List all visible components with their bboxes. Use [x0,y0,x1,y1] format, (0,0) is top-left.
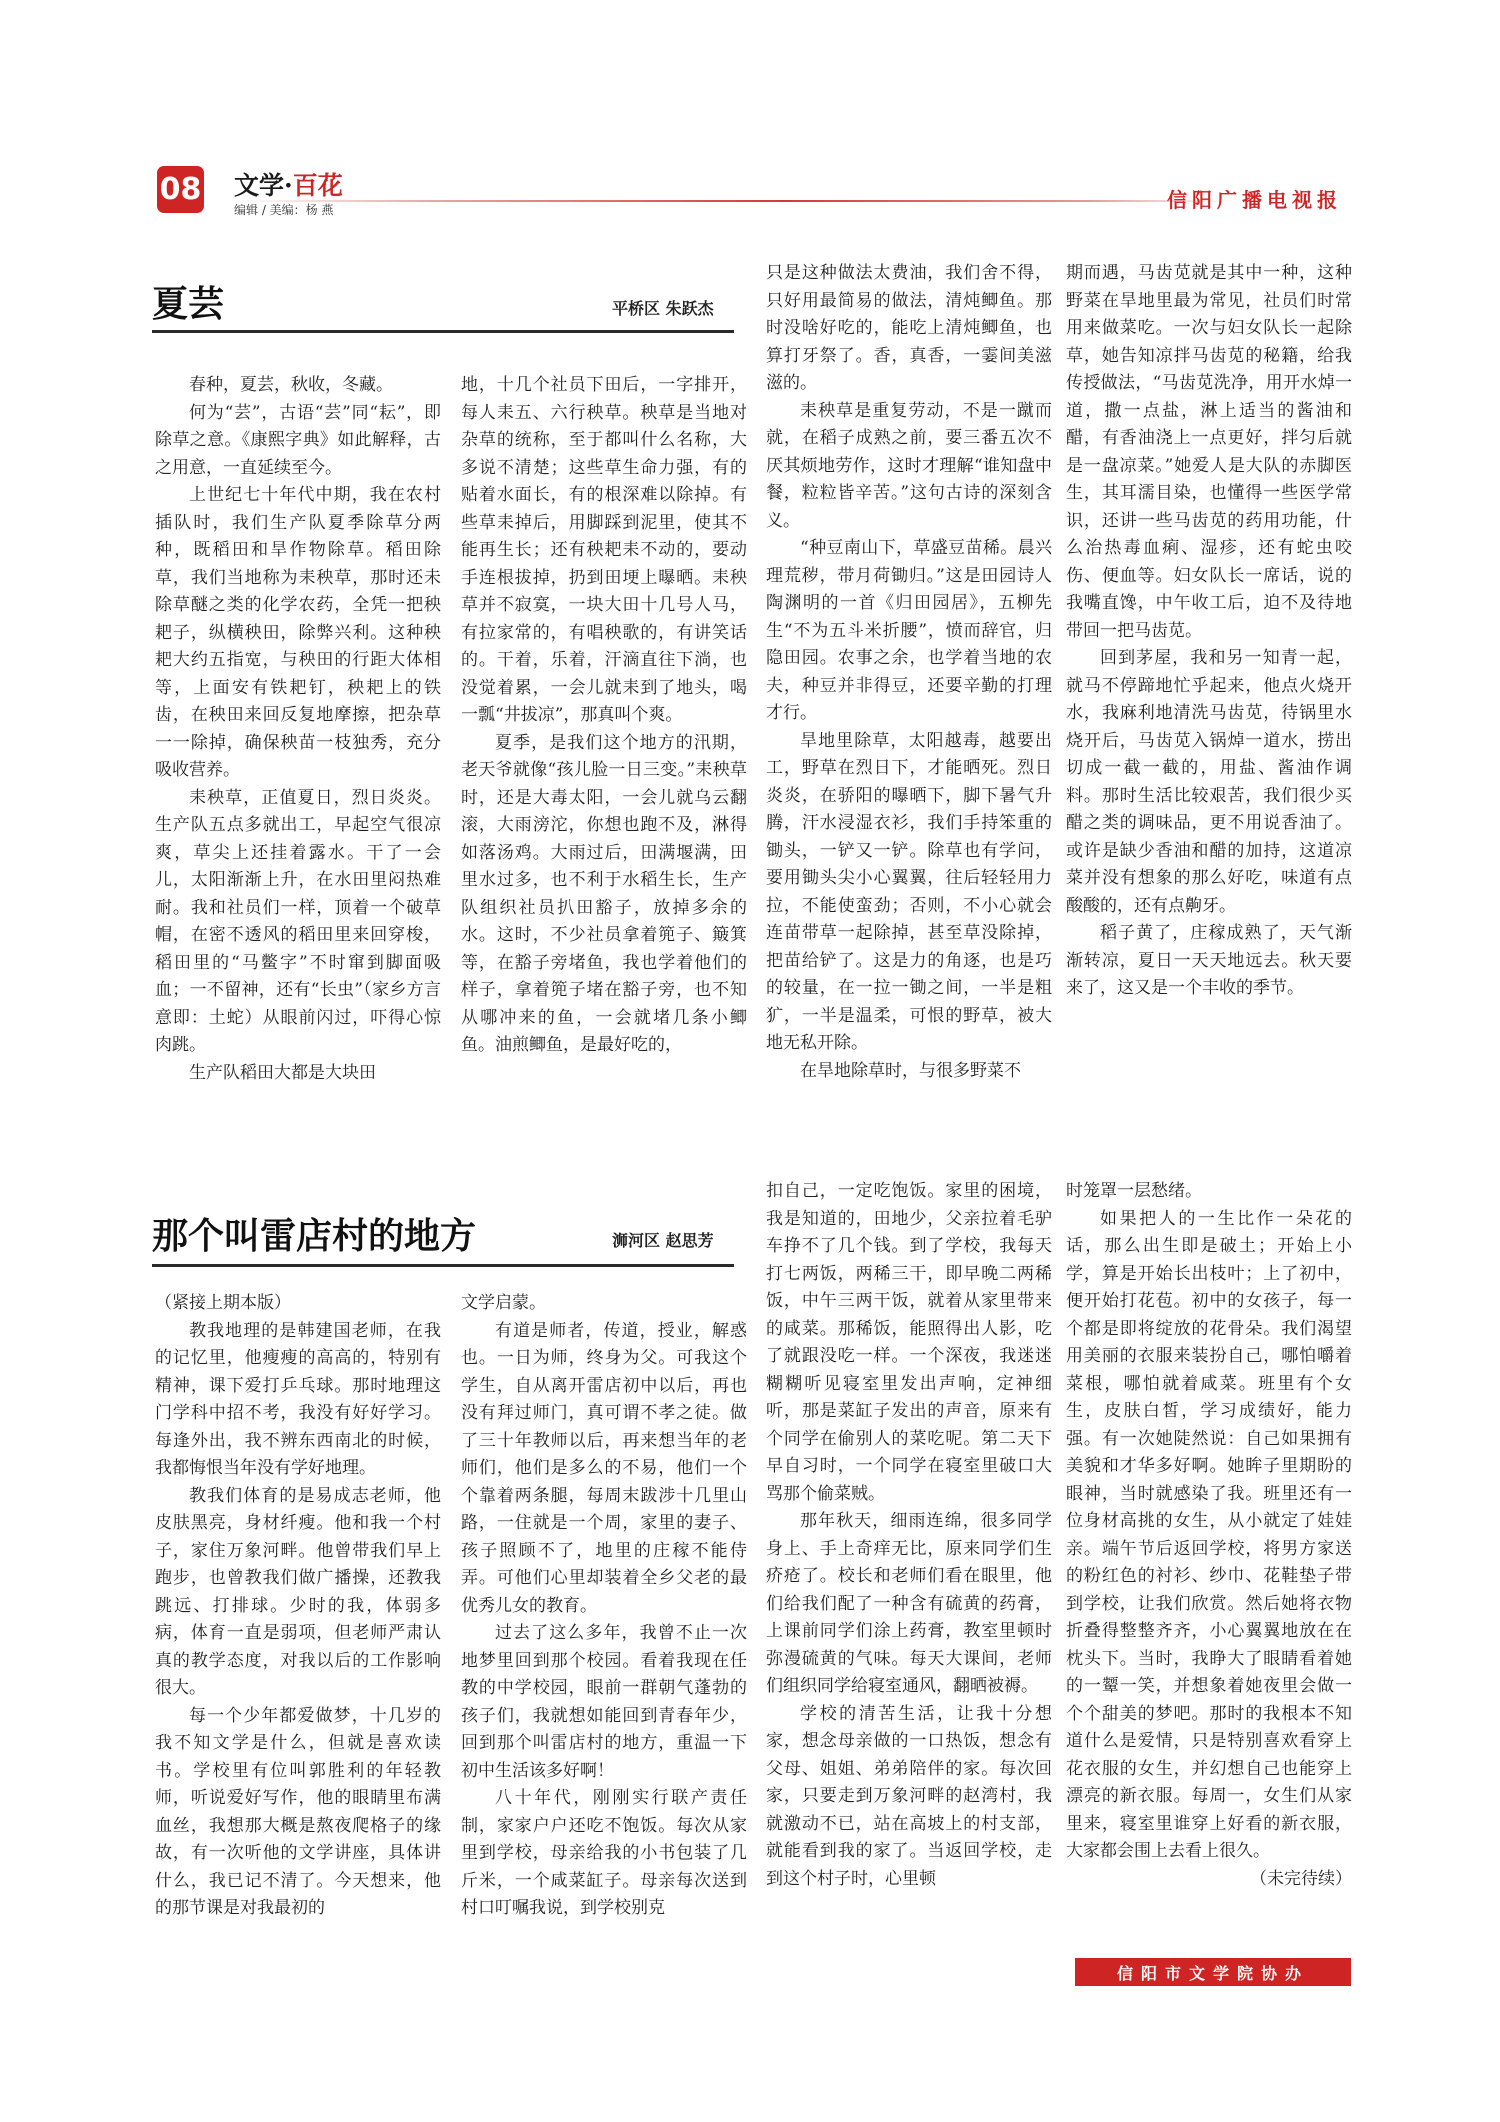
article2-col-3 [766,1178,1052,1948]
masthead [150,162,1350,222]
paragraph: 如果把人的一生比作一朵花的话，那么出生即是破土；开始上小学，算是开始长出枝叶；上了初中，便开始打花苞。初中的女孩子，每一个都是即将绽放的花骨朵。我们渴望用美丽的衣服来装扮自己，哪怕嚼着菜根，哪怕就着咸菜。班里有个女生，皮肤白皙，学习成绩好，能力强。有一次她陡然说：自己如果拥有美貌和才华多好啊。她眸子里期盼的眼神，当时就感染了我。班里还有一位身材高挑的女生，从小就定了娃娃亲。端午节后返回学校，将男方家送的粉红色的衬衫、纱巾、花鞋垫子带到学校，让我们欣赏。然后她将衣物折叠得整整齐齐，小心翼翼地放在在枕头下。当时，我睁大了眼睛看着她的一颦一笑，并想象着她夜里会做一个个甜美的梦吧。那时的我根本不知道什么是爱情，只是特别喜欢看穿上花衣服的女生，并幻想自己也能穿上漂亮的新衣服。每周一，女生们从家里来，寝室里谁穿上好看的新衣服，大家都会围上去看上很久。 [1066,1208,1352,1861]
article2-rule [152,1264,734,1267]
paragraph: 文学启蒙。 [461,1293,546,1313]
paragraph: 生产队稻田大都是大块田 [189,1062,376,1083]
article1-title: 夏芸 [152,283,225,325]
paragraph: 春种，夏芸，秋收，冬藏。 [189,375,393,395]
paragraph: 只是这种做法太费油，我们舍不得，只好用最简易的做法，清炖鲫鱼。那时没啥好吃的，能吃上清炖鲫鱼，也算打牙祭了。香，真香，一霎间美滋滋的。 [766,263,1052,393]
paragraph: 夏季，是我们这个地方的汛期，老天爷就像“孩儿脸一日三变。”耒秧草时，还是大毒太阳，一会儿就乌云翻滚，大雨滂沱，你想也跑不及，淋得如落汤鸡。大雨过后，田满堰满，田里水过多，也不利于水稻生长，生产队组织社员扒田豁子，放掉多余的水。这时，不少社员拿着篼子、簸箕等，在豁子旁堵鱼，我也学着他们的样子，拿着篼子堵在豁子旁，也不知从哪冲来的鱼，一会就堵几条小鲫鱼。油煎鲫鱼，是最好吃的， [461,732,747,1055]
paragraph: 在旱地除草时，与很多野菜不 [800,1060,1021,1081]
article1-col-3 [766,260,1052,1132]
paragraph: 回到茅屋，我和另一知青一起，就马不停蹄地忙乎起来，他点火烧开水，我麻利地清洗马齿苋，待锅里水烧开后，马齿苋入锅焯一道水，捞出切成一截一截的，用盐、酱油作调料。那时生活比较艰苦，我们很少买醋之类的调味品，更不用说香油了。或许是缺少香油和醋的加持，这道凉菜并没有想象的那么好吃，味道有点酸酸的，还有点齁牙。 [1066,648,1352,916]
paragraph: 稻子黄了，庄稼成熟了，天气渐渐转凉，夏日一天天地远去。秋天要来了，这又是一个丰收的季节。 [1066,923,1352,998]
paragraph: 时笼罩一层愁绪。 [1066,1181,1202,1201]
paragraph: 有道是师者，传道，授业，解惑也。一日为师，终身为父。可我这个学生，自从离开雷店初中以后，再也没有拜过师门，真可谓不孝之徒。做了三十年教师以后，再来想当年的老师们，他们是多么的不易，他们一个个靠着两条腿，每周末跋涉十几里山路，一住就是一个周，家里的妻子、孩子照顾不了，地里的庄稼不能侍弄。可他们心里却装着全乡父老的最优秀儿女的教育。 [461,1320,747,1616]
paragraph: 八十年代，刚刚实行联产责任制，家家户户还吃不饱饭。每次从家里到学校，母亲给我的小书包装了几斤米，一个咸菜缸子。母亲每次送到村口叮嘱我说，到学校别克 [461,1788,747,1918]
paragraph: 每一个少年都爱做梦，十几岁的我不知文学是什么，但就是喜欢读书。学校里有位叫郭胜利的年轻教师，听说爱好写作，他的眼睛里布满血丝，我想那大概是熬夜爬格子的缘故，有一次听他的文学讲座，具体讲什么，我已记不清了。今天想来，他的那节课是对我最初的 [155,1705,441,1918]
paragraph: 教我们体育的是易成志老师，他皮肤黑亮，身材纤瘦。他和我一个村子，家住万象河畔。他曾带我们早上跑步，也曾教我们做广播操，还教我跳远、打排球。少时的我，体弱多病，体育一直是弱项，但老师严肃认真的教学态度，对我以后的工作影响很大。 [155,1485,441,1698]
article2-col-4 [1066,1178,1352,1948]
article1-rule [152,330,734,333]
article1-col-4 [1066,260,1352,1132]
paragraph: 耒秧草，正值夏日，烈日炎炎。生产队五点多就出工，早起空气很凉爽，草尖上还挂着露水。干了一会儿，太阳渐渐上升，在水田里闷热难耐。我和社员们一样，顶着一个破草帽，在密不透风的稻田里来回穿梭，稻田里的“马鳖字”不时窜到脚面吸血；一不留神，还有“长虫”（家乡方言意即：土蛇）从眼前闪过，吓得心惊肉跳。 [155,787,441,1055]
paragraph: 地，十几个社员下田后，一字排开，每人耒五、六行秧草。秧草是当地对杂草的统称，至于都叫什么名称，大多说不清楚；这些草生命力强，有的贴着水面长，有的根深难以除掉。有些草耒掉后，用脚踩到泥里，使其不能再生长；还有秧耙耒不动的，要动手连根拔掉，扔到田埂上曝晒。耒秧草并不寂寞，一块大田十几号人马，有拉家常的，有唱秧歌的，有讲笑话的。干着，乐着，汗滴直往下淌，也没觉着累，一会儿就耒到了地头，喝一瓢“井拔凉”，那真叫个爽。 [461,375,747,725]
editor-credit: 编辑 / 美编：杨 燕 [234,203,334,217]
article1-col-1 [155,372,441,1132]
section-title-main: 文学· [234,171,293,200]
page-number: 08 [157,166,204,213]
article1-byline: 平桥区 朱跃杰 [612,299,714,318]
to-be-continued-note: （未完待续） [1250,1868,1352,1889]
paper-name: 信阳广播电视报 [1167,188,1342,212]
paragraph: 扣自己，一定吃饱饭。家里的困境，我是知道的，田地少，父亲拉着毛驴车挣不了几个钱。到了学校，我每天打七两饭，两稀三干，即早晚二两稀饭，中午三两干饭，就着从家里带来的咸菜。那稀饭，能照得出人影，吃了就跟没吃一样。一个深夜，我迷迷糊糊听见寝室里发出声响，定神细听，那是菜缸子发出的声音，原来有个同学在偷别人的菜吃呢。第二天下早自习时，一个同学在寝室里破口大骂那个偷菜贼。 [766,1181,1052,1504]
paragraph: “种豆南山下，草盛豆苗稀。晨兴理荒秽，带月荷锄归。”这是田园诗人陶渊明的一首《归田园居》，五柳先生“不为五斗米折腰”，愤而辞官，归隐田园。农事之余，也学着当地的农夫，种豆并非得豆，还要辛勤的打理才行。 [766,538,1052,723]
masthead-divider [234,200,1234,202]
article1-col-2 [461,372,747,1132]
section-title [234,166,343,202]
paragraph: 何为“芸”，古语“芸”同“耘”，即除草之意。《康熙字典》如此解释，古之用意，一直延续至今。 [155,402,441,478]
paragraph: 学校的清苦生活，让我十分想家，想念母亲做的一口热饭，想念有父母、姐姐、弟弟陪伴的家。每次回家，只要走到万象河畔的赵湾村，我就激动不已，站在高坡上的村支部，就能看到我的家了。当返回学校，走到这个村子时，心里顿 [766,1703,1052,1889]
paragraph: 期而遇，马齿苋就是其中一种，这种野菜在旱地里最为常见，社员们时常用来做菜吃。一次与妇女队长一起除草，她告知凉拌马齿苋的秘籍，给我传授做法，“马齿苋洗净，用开水焯一道，撒一点盐，淋上适当的酱油和醋，有香油浇上一点更好，拌匀后就是一盘凉菜。”她爱人是大队的赤脚医生，其耳濡目染，也懂得一些医学常识，还讲一些马齿苋的药用功能，什么治热毒血痢、湿疹，还有蛇虫咬伤、便血等。妇女队长一席话，说的我嘴直馋，中午收工后，迫不及待地带回一把马齿苋。 [1066,263,1352,641]
paragraph: 旱地里除草，太阳越毒，越要出工，野草在烈日下，才能晒死。烈日炎炎，在骄阳的曝晒下，脚下暑气升腾，汗水浸湿衣衫，我们手持笨重的锄头，一铲又一铲。除草也有学问，要用锄头尖小心翼翼，往后轻轻用力拉，不能使蛮劲；否则，不小心就会连苗带草一起除掉，甚至草没除掉，把苗给铲了。这是力的角逐，也是巧的较量，在一拉一锄之间，一半是粗犷，一半是温柔，可恨的野草，被大地无私开除。 [766,730,1052,1053]
paragraph: 过去了这么多年，我曾不止一次地梦里回到那个校园。看着我现在任教的中学校园，眼前一群朝气蓬勃的孩子们，我就想如能回到青春年少，回到那个叫雷店村的地方，重温一下初中生活该多好啊！ [461,1623,747,1781]
article2-title: 那个叫雷店村的地方 [152,1215,477,1257]
paragraph: 耒秧草是重复劳动，不是一蹴而就，在稻子成熟之前，要三番五次不厌其烦地劳作，这时才理解“谁知盘中餐，粒粒皆辛苦。”这句古诗的深刻含义。 [766,400,1052,531]
organizer-banner: 信阳市文学院协办 [1075,1958,1351,1986]
article2-byline: 浉河区 赵思芳 [612,1231,714,1250]
article2-col-1 [155,1290,441,1946]
continued-note: （紧接上期本版） [155,1293,291,1313]
article2-col-2 [461,1290,747,1946]
paragraph: 上世纪七十年代中期，我在农村插队时，我们生产队夏季除草分两种，既稻田和旱作物除草。稻田除草，我们当地称为耒秧草，那时还未除草醚之类的化学农药，全凭一把秧耙子，纵横秧田，除弊兴利。这种秧耙大约五指宽，与秧田的行距大体相等，上面安有铁耙钉，秧耙上的铁齿，在秧田来回反复地摩擦，把杂草一一除掉，确保秧苗一枝独秀，充分吸收营养。 [155,485,441,780]
section-title-highlight: 百花 [292,171,343,200]
paragraph: 那年秋天，细雨连绵，很多同学身上、手上奇痒无比，原来同学们生疥疮了。校长和老师们看在眼里，他们给我们配了一种含有硫黄的药膏，上课前同学们涂上药膏，教室里顿时弥漫硫黄的气味。每天大课间，老师们组织同学给寝室通风，翻晒被褥。 [766,1511,1052,1696]
paragraph: 教我地理的是韩建国老师，在我的记忆里，他瘦瘦的高高的，特别有精神，课下爱打乒乓球。那时地理这门学科中招不考，我没有好好学习。每逢外出，我不辨东西南北的时候，我都悔恨当年没有学好地理。 [155,1320,441,1478]
